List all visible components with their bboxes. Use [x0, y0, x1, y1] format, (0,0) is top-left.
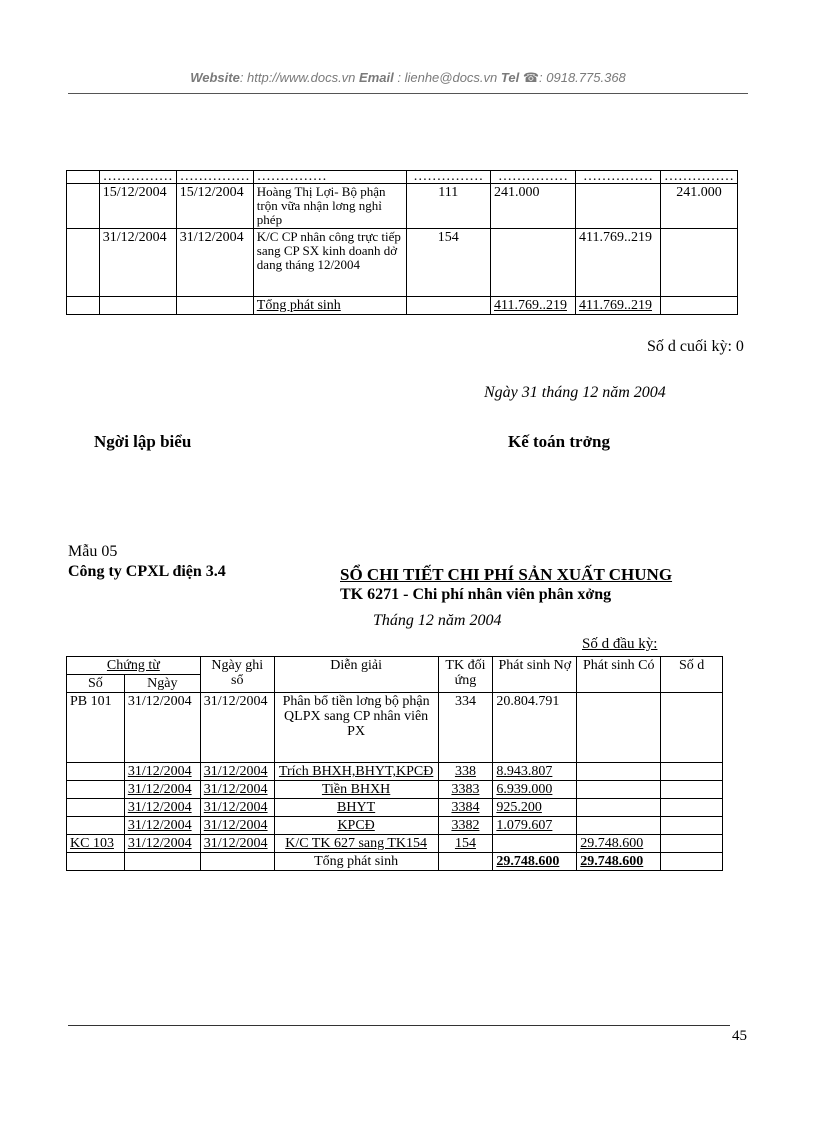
- header-ngay-ghi-so: Ngày ghi sổ: [200, 657, 274, 693]
- table-cell: 31/12/2004: [124, 693, 200, 763]
- table-row: [67, 781, 723, 799]
- chief-accountant-label: Kế toán trởng: [508, 432, 610, 451]
- table-cell: 411.769..219: [575, 297, 660, 315]
- table-cell: ……………: [253, 171, 406, 184]
- table-row: [67, 835, 723, 853]
- table-cell: 241.000: [660, 184, 737, 229]
- header-phat-sinh-co: Phát sinh Có: [577, 657, 661, 693]
- table-cell: [406, 297, 490, 315]
- page-number: 45: [732, 1028, 747, 1044]
- table-cell: [661, 835, 723, 853]
- table-row: [67, 763, 723, 781]
- signature-date: Ngày 31 tháng 12 năm 2004: [484, 384, 666, 401]
- form-number: Mẫu 05: [68, 543, 118, 560]
- table-cell: 338: [438, 763, 493, 781]
- table-cell: [660, 297, 737, 315]
- table-cell: [99, 297, 176, 315]
- header-phat-sinh-no: Phát sinh Nợ: [493, 657, 577, 693]
- table-cell: [438, 853, 493, 871]
- table-row: [67, 184, 738, 229]
- table-cell: 29.748.600: [577, 835, 661, 853]
- table-cell: K/C CP nhân công trực tiếp sang CP SX kinh doanh dở dang tháng 12/2004: [253, 229, 406, 297]
- table-cell: 31/12/2004: [124, 835, 200, 853]
- company-name: Công ty CPXL điện 3.4: [68, 563, 226, 580]
- header-so-du: Số d: [661, 657, 723, 693]
- table-cell: [67, 763, 125, 781]
- table-cell: [67, 184, 100, 229]
- table-cell: [493, 835, 577, 853]
- closing-balance: Số d cuối kỳ: 0: [647, 338, 744, 355]
- table-cell: [661, 853, 723, 871]
- header-dien-giai: Diễn giải: [274, 657, 438, 693]
- header-divider: [68, 93, 748, 94]
- footer-divider: [68, 1025, 730, 1026]
- table-row: [67, 229, 738, 297]
- table-cell: KC 103: [67, 835, 125, 853]
- table-cell: 3384: [438, 799, 493, 817]
- table-cell: 1.079.607: [493, 817, 577, 835]
- table-cell: [577, 763, 661, 781]
- table-cell: 31/12/2004: [124, 799, 200, 817]
- table-cell: [577, 693, 661, 763]
- table-cell: 411.769..219: [491, 297, 576, 315]
- table-cell: 31/12/2004: [200, 817, 274, 835]
- header-chung-tu: Chứng từ: [67, 657, 201, 675]
- page-header: [0, 70, 816, 86]
- email-value: : lienhe@docs.vn: [397, 70, 498, 85]
- table-cell: ……………: [491, 171, 576, 184]
- table-cell: 31/12/2004: [200, 693, 274, 763]
- table-cell: [661, 763, 723, 781]
- table-cell: Tiền BHXH: [274, 781, 438, 799]
- table-cell: [661, 799, 723, 817]
- table-row: [67, 693, 723, 763]
- website-label: Website: [190, 70, 240, 85]
- table-cell: [577, 817, 661, 835]
- table-cell: BHYT: [274, 799, 438, 817]
- table-cell: [661, 781, 723, 799]
- table-cell: [67, 799, 125, 817]
- table-row: [67, 853, 723, 871]
- table-cell: ……………: [406, 171, 490, 184]
- table-cell: 411.769..219: [575, 229, 660, 297]
- header-tk-doi-ung: TK đối ứng: [438, 657, 493, 693]
- opening-balance: Số d đầu kỳ:: [582, 636, 658, 652]
- table-cell: ……………: [99, 171, 176, 184]
- table-cell: 31/12/2004: [200, 781, 274, 799]
- table-cell: [577, 799, 661, 817]
- table-cell: Hoàng Thị Lợi- Bộ phận trộn vữa nhận lơng nghỉ phép: [253, 184, 406, 229]
- table-cell: Trích BHXH,BHYT,KPCĐ: [274, 763, 438, 781]
- table-cell: [67, 781, 125, 799]
- table-cell: 3382: [438, 817, 493, 835]
- table-header-row: [67, 657, 723, 675]
- table-cell: ……………: [176, 171, 253, 184]
- table-cell: 31/12/2004: [124, 763, 200, 781]
- table-cell: 20.804.791: [493, 693, 577, 763]
- table-cell: 31/12/2004: [99, 229, 176, 297]
- table-cell: 154: [406, 229, 490, 297]
- table-cell: [67, 297, 100, 315]
- ledger-period: Tháng 12 năm 2004: [373, 612, 502, 629]
- table-cell: PB 101: [67, 693, 125, 763]
- table-cell: 31/12/2004: [124, 781, 200, 799]
- table-cell: [577, 781, 661, 799]
- overhead-ledger-table: [66, 656, 723, 871]
- table-cell: [660, 229, 737, 297]
- ledger-title: SỔ CHI TIẾT CHI PHÍ SẢN XUẤT CHUNG: [340, 565, 673, 584]
- table-cell: 154: [438, 835, 493, 853]
- table-cell: 111: [406, 184, 490, 229]
- table-cell: [67, 229, 100, 297]
- table-cell: [491, 229, 576, 297]
- table-cell: [67, 853, 125, 871]
- table-cell: [67, 817, 125, 835]
- table-cell: 31/12/2004: [200, 763, 274, 781]
- table-cell: 31/12/2004: [200, 835, 274, 853]
- table-cell-total-debit: 29.748.600: [493, 853, 577, 871]
- table-row: [67, 817, 723, 835]
- table-cell-total-credit: 29.748.600: [577, 853, 661, 871]
- table-cell: ……………: [575, 171, 660, 184]
- website-value: : http://www.docs.vn: [239, 70, 356, 85]
- table-row: [67, 171, 738, 184]
- table-cell: [176, 297, 253, 315]
- table-cell: 3383: [438, 781, 493, 799]
- header-so: Số: [67, 675, 125, 693]
- tel-value: ☎: 0918.775.368: [522, 70, 626, 85]
- table-cell: [575, 184, 660, 229]
- table-row: [67, 297, 738, 315]
- ledger-table-continued: [66, 170, 738, 315]
- table-cell: ……………: [660, 171, 737, 184]
- table-cell: [124, 853, 200, 871]
- table-cell: 8.943.807: [493, 763, 577, 781]
- table-cell: KPCĐ: [274, 817, 438, 835]
- table-cell: 31/12/2004: [200, 799, 274, 817]
- table-cell: 31/12/2004: [176, 229, 253, 297]
- header-ngay: Ngày: [124, 675, 200, 693]
- table-cell-total-label: Tổng phát sinh: [274, 853, 438, 871]
- table-cell: 15/12/2004: [176, 184, 253, 229]
- table-cell: 334: [438, 693, 493, 763]
- table-cell: 15/12/2004: [99, 184, 176, 229]
- tel-label: Tel: [500, 70, 520, 85]
- table-cell-total-label: Tổng phát sinh: [253, 297, 406, 315]
- ledger-subtitle: TK 6271 - Chi phí nhân viên phân xởng: [340, 586, 612, 603]
- preparer-label: Ngời lập biểu: [94, 432, 192, 451]
- table-cell: K/C TK 627 sang TK154: [274, 835, 438, 853]
- table-cell: 31/12/2004: [124, 817, 200, 835]
- table-cell: 241.000: [491, 184, 576, 229]
- table-cell: [661, 693, 723, 763]
- table-cell: [200, 853, 274, 871]
- table-cell: 925.200: [493, 799, 577, 817]
- email-label: Email: [359, 70, 394, 85]
- table-cell: Phân bổ tiền lơng bộ phận QLPX sang CP nhân viên PX: [274, 693, 438, 763]
- table-cell: [661, 817, 723, 835]
- table-row: [67, 799, 723, 817]
- table-cell: 6.939.000: [493, 781, 577, 799]
- table-cell: [67, 171, 100, 184]
